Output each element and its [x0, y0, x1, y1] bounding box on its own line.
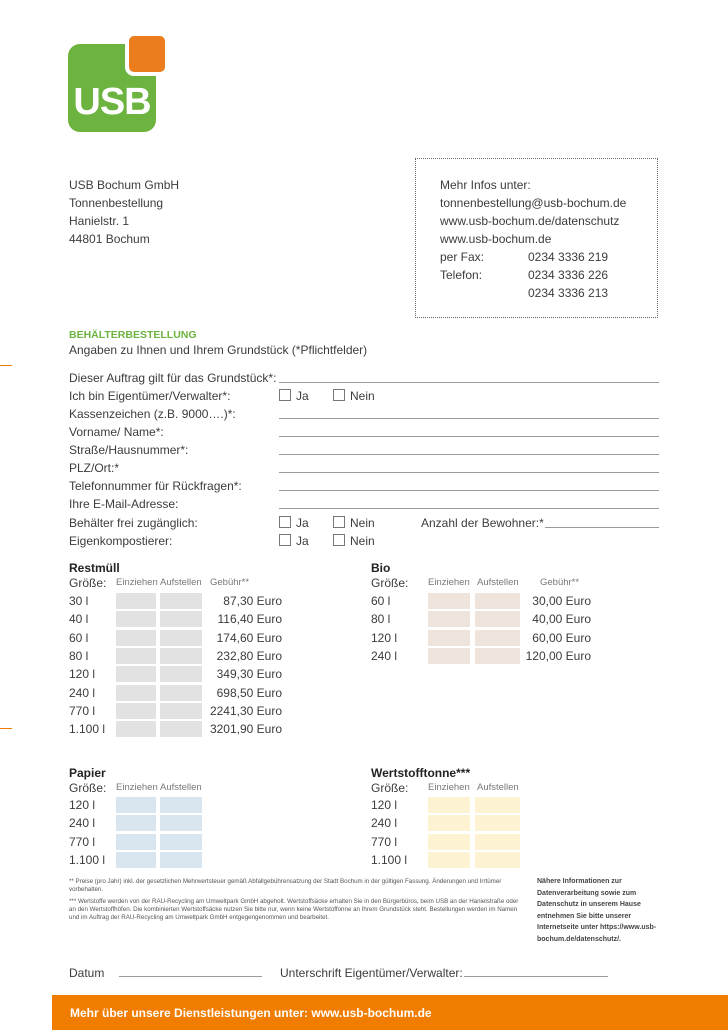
size-cell: 1.100 l: [371, 852, 408, 867]
add-cell[interactable]: [160, 797, 202, 813]
size-cell: 60 l: [371, 594, 391, 608]
remove-cell[interactable]: [116, 703, 156, 719]
bio-title: Bio: [371, 561, 391, 575]
fee-cell: 87,30 Euro: [223, 594, 282, 608]
add-cell[interactable]: [475, 797, 520, 813]
city-field[interactable]: [279, 472, 659, 473]
add-cell[interactable]: [160, 685, 202, 701]
remove-cell[interactable]: [428, 648, 470, 664]
owner-no-option[interactable]: [333, 387, 375, 405]
residents-field[interactable]: [545, 527, 659, 528]
wertstoff-size-header: Größe:: [371, 781, 409, 795]
remove-cell[interactable]: [116, 852, 156, 868]
size-cell: 60 l: [69, 630, 89, 645]
info-title: Mehr Infos unter:: [440, 178, 531, 192]
remove-cell[interactable]: [116, 685, 156, 701]
add-cell[interactable]: [475, 852, 520, 868]
bio-fee-header: Gebühr**: [540, 577, 580, 588]
bio-add-header: Aufstellen: [477, 577, 519, 588]
no-label: Nein: [350, 389, 375, 403]
owner-label: Ich bin Eigentümer/Verwalter*:: [69, 389, 231, 403]
add-cell[interactable]: [160, 852, 202, 868]
size-cell: 40 l: [69, 612, 89, 627]
residents-label: Anzahl der Bewohner:*: [421, 516, 544, 530]
fee-cell: 232,80 Euro: [216, 648, 282, 663]
size-cell: 770 l: [69, 834, 96, 849]
remove-cell[interactable]: [116, 648, 156, 664]
address-line: USB Bochum GmbH: [69, 178, 180, 192]
info-box: [415, 158, 658, 318]
signature-field[interactable]: [464, 976, 608, 977]
street-field[interactable]: [279, 454, 659, 455]
wertstoff-add-header: Aufstellen: [477, 782, 519, 793]
size-cell: 240 l: [69, 685, 96, 700]
fee-cell: 60,00 Euro: [532, 630, 591, 645]
add-cell[interactable]: [160, 611, 202, 627]
restmuell-title: Restmüll: [69, 561, 120, 575]
owner-no-checkbox[interactable]: [333, 389, 345, 401]
logo-orange-overlay: [129, 36, 165, 72]
add-cell[interactable]: [475, 611, 520, 627]
yes-label: Ja: [296, 389, 309, 403]
size-cell: 240 l: [371, 648, 398, 663]
add-cell[interactable]: [160, 593, 202, 609]
add-cell[interactable]: [475, 593, 520, 609]
info-privacy-link[interactable]: www.usb-bochum.de/datenschutz: [440, 214, 620, 228]
cash-ref-field[interactable]: [279, 418, 659, 419]
info-email[interactable]: tonnenbestellung@usb-bochum.de: [440, 196, 627, 210]
fee-cell: 349,30 Euro: [216, 667, 282, 682]
fee-footnote: ** Preise (pro Jahr) inkl. der gesetzlichen Mehrwertsteuer gemäß Abfallgebührensatzung der Stadt Bochum in der gültigen Fassung. Änderungen und Irrtümer vorbehalten.: [69, 878, 502, 893]
remove-cell[interactable]: [116, 815, 156, 831]
compost-label: Eigenkompostierer:: [69, 534, 173, 548]
date-field[interactable]: [119, 976, 262, 977]
size-cell: 30 l: [69, 594, 89, 608]
sender-address: [69, 176, 179, 248]
footer-link[interactable]: Mehr über unsere Dienstleistungen unter: www.usb-bochum.de: [70, 1006, 432, 1020]
papier-size-header: Größe:: [69, 781, 107, 795]
city-label: PLZ/Ort:*: [69, 461, 120, 475]
date-label: Datum: [69, 966, 105, 980]
bio-remove-header: Einziehen: [428, 577, 470, 588]
email-label: Ihre E-Mail-Adresse:: [69, 497, 179, 511]
signature-label: Unterschrift Eigentümer/Verwalter:: [280, 966, 463, 980]
restmuell-remove-header: Einziehen: [116, 577, 158, 588]
fee-cell: 40,00 Euro: [532, 612, 591, 627]
compost-no-option[interactable]: [333, 532, 375, 550]
phone-label: Telefon:: [440, 268, 483, 282]
fee-cell: 3201,90 Euro: [209, 722, 282, 737]
papier-add-header: Aufstellen: [160, 782, 202, 793]
privacy-note: Nähere Informationen zur Datenverarbeitung sowie zum Datenschutz in unserem Hause entnehmen Sie bitte unserer Internetseite unter https://www.usb-bochum.de/datenschutz/.: [537, 878, 657, 943]
size-cell: 120 l: [371, 798, 398, 812]
property-label: Dieser Auftrag gilt für das Grundstück*:: [69, 371, 277, 385]
access-yes-option[interactable]: [279, 514, 309, 532]
size-cell: 80 l: [371, 612, 391, 627]
no-label: Nein: [350, 516, 375, 530]
yes-label: Ja: [296, 516, 309, 530]
address-line: Tonnenbestellung: [69, 196, 164, 210]
add-cell[interactable]: [160, 630, 202, 646]
add-cell[interactable]: [475, 834, 520, 850]
size-cell: 120 l: [69, 798, 96, 812]
footer-bar: [52, 995, 728, 1030]
remove-cell[interactable]: [116, 721, 156, 737]
no-label: Nein: [350, 534, 375, 548]
remove-cell[interactable]: [116, 630, 156, 646]
logo-text: USB: [73, 81, 151, 123]
fee-cell: 30,00 Euro: [532, 594, 591, 608]
remove-cell[interactable]: [116, 611, 156, 627]
papier-title: Papier: [69, 766, 106, 780]
remove-cell[interactable]: [428, 611, 470, 627]
name-label: Vorname/ Name*:: [69, 425, 164, 439]
add-cell[interactable]: [475, 648, 520, 664]
add-cell[interactable]: [160, 666, 202, 682]
size-cell: 1.100 l: [69, 722, 106, 737]
order-heading: BEHÄLTERBESTELLUNG: [69, 329, 197, 341]
add-cell[interactable]: [160, 834, 202, 850]
fee-cell: 174,60 Euro: [216, 630, 282, 645]
owner-yes-option[interactable]: [279, 387, 309, 405]
size-cell: 1.100 l: [69, 852, 106, 867]
fee-cell: 120,00 Euro: [525, 648, 591, 663]
yes-label: Ja: [296, 534, 309, 548]
fax-label: per Fax:: [440, 250, 485, 264]
add-cell[interactable]: [160, 648, 202, 664]
cash-ref-label: Kassenzeichen (z.B. 9000….)*:: [69, 407, 236, 421]
remove-cell[interactable]: [116, 593, 156, 609]
add-cell[interactable]: [475, 630, 520, 646]
size-cell: 80 l: [69, 648, 89, 663]
fold-mark-bottom: [0, 728, 12, 729]
remove-cell[interactable]: [116, 666, 156, 682]
property-field[interactable]: [279, 382, 659, 383]
restmuell-fee-header: Gebühr**: [210, 577, 250, 588]
access-no-checkbox[interactable]: [333, 516, 345, 528]
usb-logo: [68, 34, 168, 132]
fee-cell: 116,40 Euro: [217, 612, 282, 627]
add-cell[interactable]: [160, 815, 202, 831]
fee-cell: 698,50 Euro: [216, 685, 282, 700]
owner-yes-checkbox[interactable]: [279, 389, 291, 401]
add-cell[interactable]: [475, 815, 520, 831]
remove-cell[interactable]: [428, 797, 470, 813]
wertstoff-remove-header: Einziehen: [428, 782, 470, 793]
recycling-footnote: *** Wertstoffe werden von der RAU-Recycling am Umweltpark GmbH abgeholt. Wertstoffsäcke erhalten Sie in den Bürgerbüros, beim USB an der Hanielstraße oder an den Wertstoffhöfen. Die kombinierten Wertstoffsäcke nutzen Sie bitte nur, wenn keine Wertstoffonne an Ihrem Grundstück steht. Bestellungen werden im Namen und im Auftrag der RAU-Recycling am Umweltpark GmbH entgegengenommen und bearbeitet.: [69, 898, 519, 921]
access-yes-checkbox[interactable]: [279, 516, 291, 528]
size-cell: 240 l: [371, 816, 398, 831]
phone-number-2: 0234 3336 213: [528, 286, 609, 300]
size-cell: 770 l: [371, 834, 398, 849]
address-line: 44801 Bochum: [69, 232, 150, 246]
compost-yes-checkbox[interactable]: [279, 534, 291, 546]
phone-field[interactable]: [279, 490, 659, 491]
remove-cell[interactable]: [428, 815, 470, 831]
compost-yes-option[interactable]: [279, 532, 309, 550]
remove-cell[interactable]: [428, 852, 470, 868]
name-field[interactable]: [279, 436, 659, 437]
papier-remove-header: Einziehen: [116, 782, 158, 793]
restmuell-size-header: Größe:: [69, 576, 107, 590]
bio-size-header: Größe:: [371, 576, 409, 590]
wertstoff-title: Wertstofftonne***: [371, 766, 471, 780]
access-label: Behälter frei zugänglich:: [69, 516, 198, 530]
size-cell: 120 l: [371, 630, 398, 645]
size-cell: 770 l: [69, 703, 96, 718]
remove-cell[interactable]: [428, 630, 470, 646]
info-web-link[interactable]: www.usb-bochum.de: [440, 232, 552, 246]
phone-number-1: 0234 3336 226: [528, 268, 609, 282]
restmuell-add-header: Aufstellen: [160, 577, 202, 588]
add-cell[interactable]: [160, 703, 202, 719]
street-label: Straße/Hausnummer*:: [69, 443, 189, 457]
remove-cell[interactable]: [116, 797, 156, 813]
fold-mark-top: [0, 365, 12, 366]
order-subtitle: Angaben zu Ihnen und Ihrem Grundstück (*Pflichtfelder): [69, 343, 368, 357]
remove-cell[interactable]: [428, 834, 470, 850]
remove-cell[interactable]: [428, 593, 470, 609]
address-line: Hanielstr. 1: [69, 214, 130, 228]
access-no-option[interactable]: [333, 514, 375, 532]
email-field[interactable]: [279, 508, 659, 509]
remove-cell[interactable]: [116, 834, 156, 850]
fee-cell: 2241,30 Euro: [209, 703, 282, 718]
size-cell: 120 l: [69, 667, 96, 682]
compost-no-checkbox[interactable]: [333, 534, 345, 546]
fax-number: 0234 3336 219: [528, 250, 609, 264]
size-cell: 240 l: [69, 816, 96, 831]
phone-field-label: Telefonnummer für Rückfragen*:: [69, 479, 242, 493]
add-cell[interactable]: [160, 721, 202, 737]
